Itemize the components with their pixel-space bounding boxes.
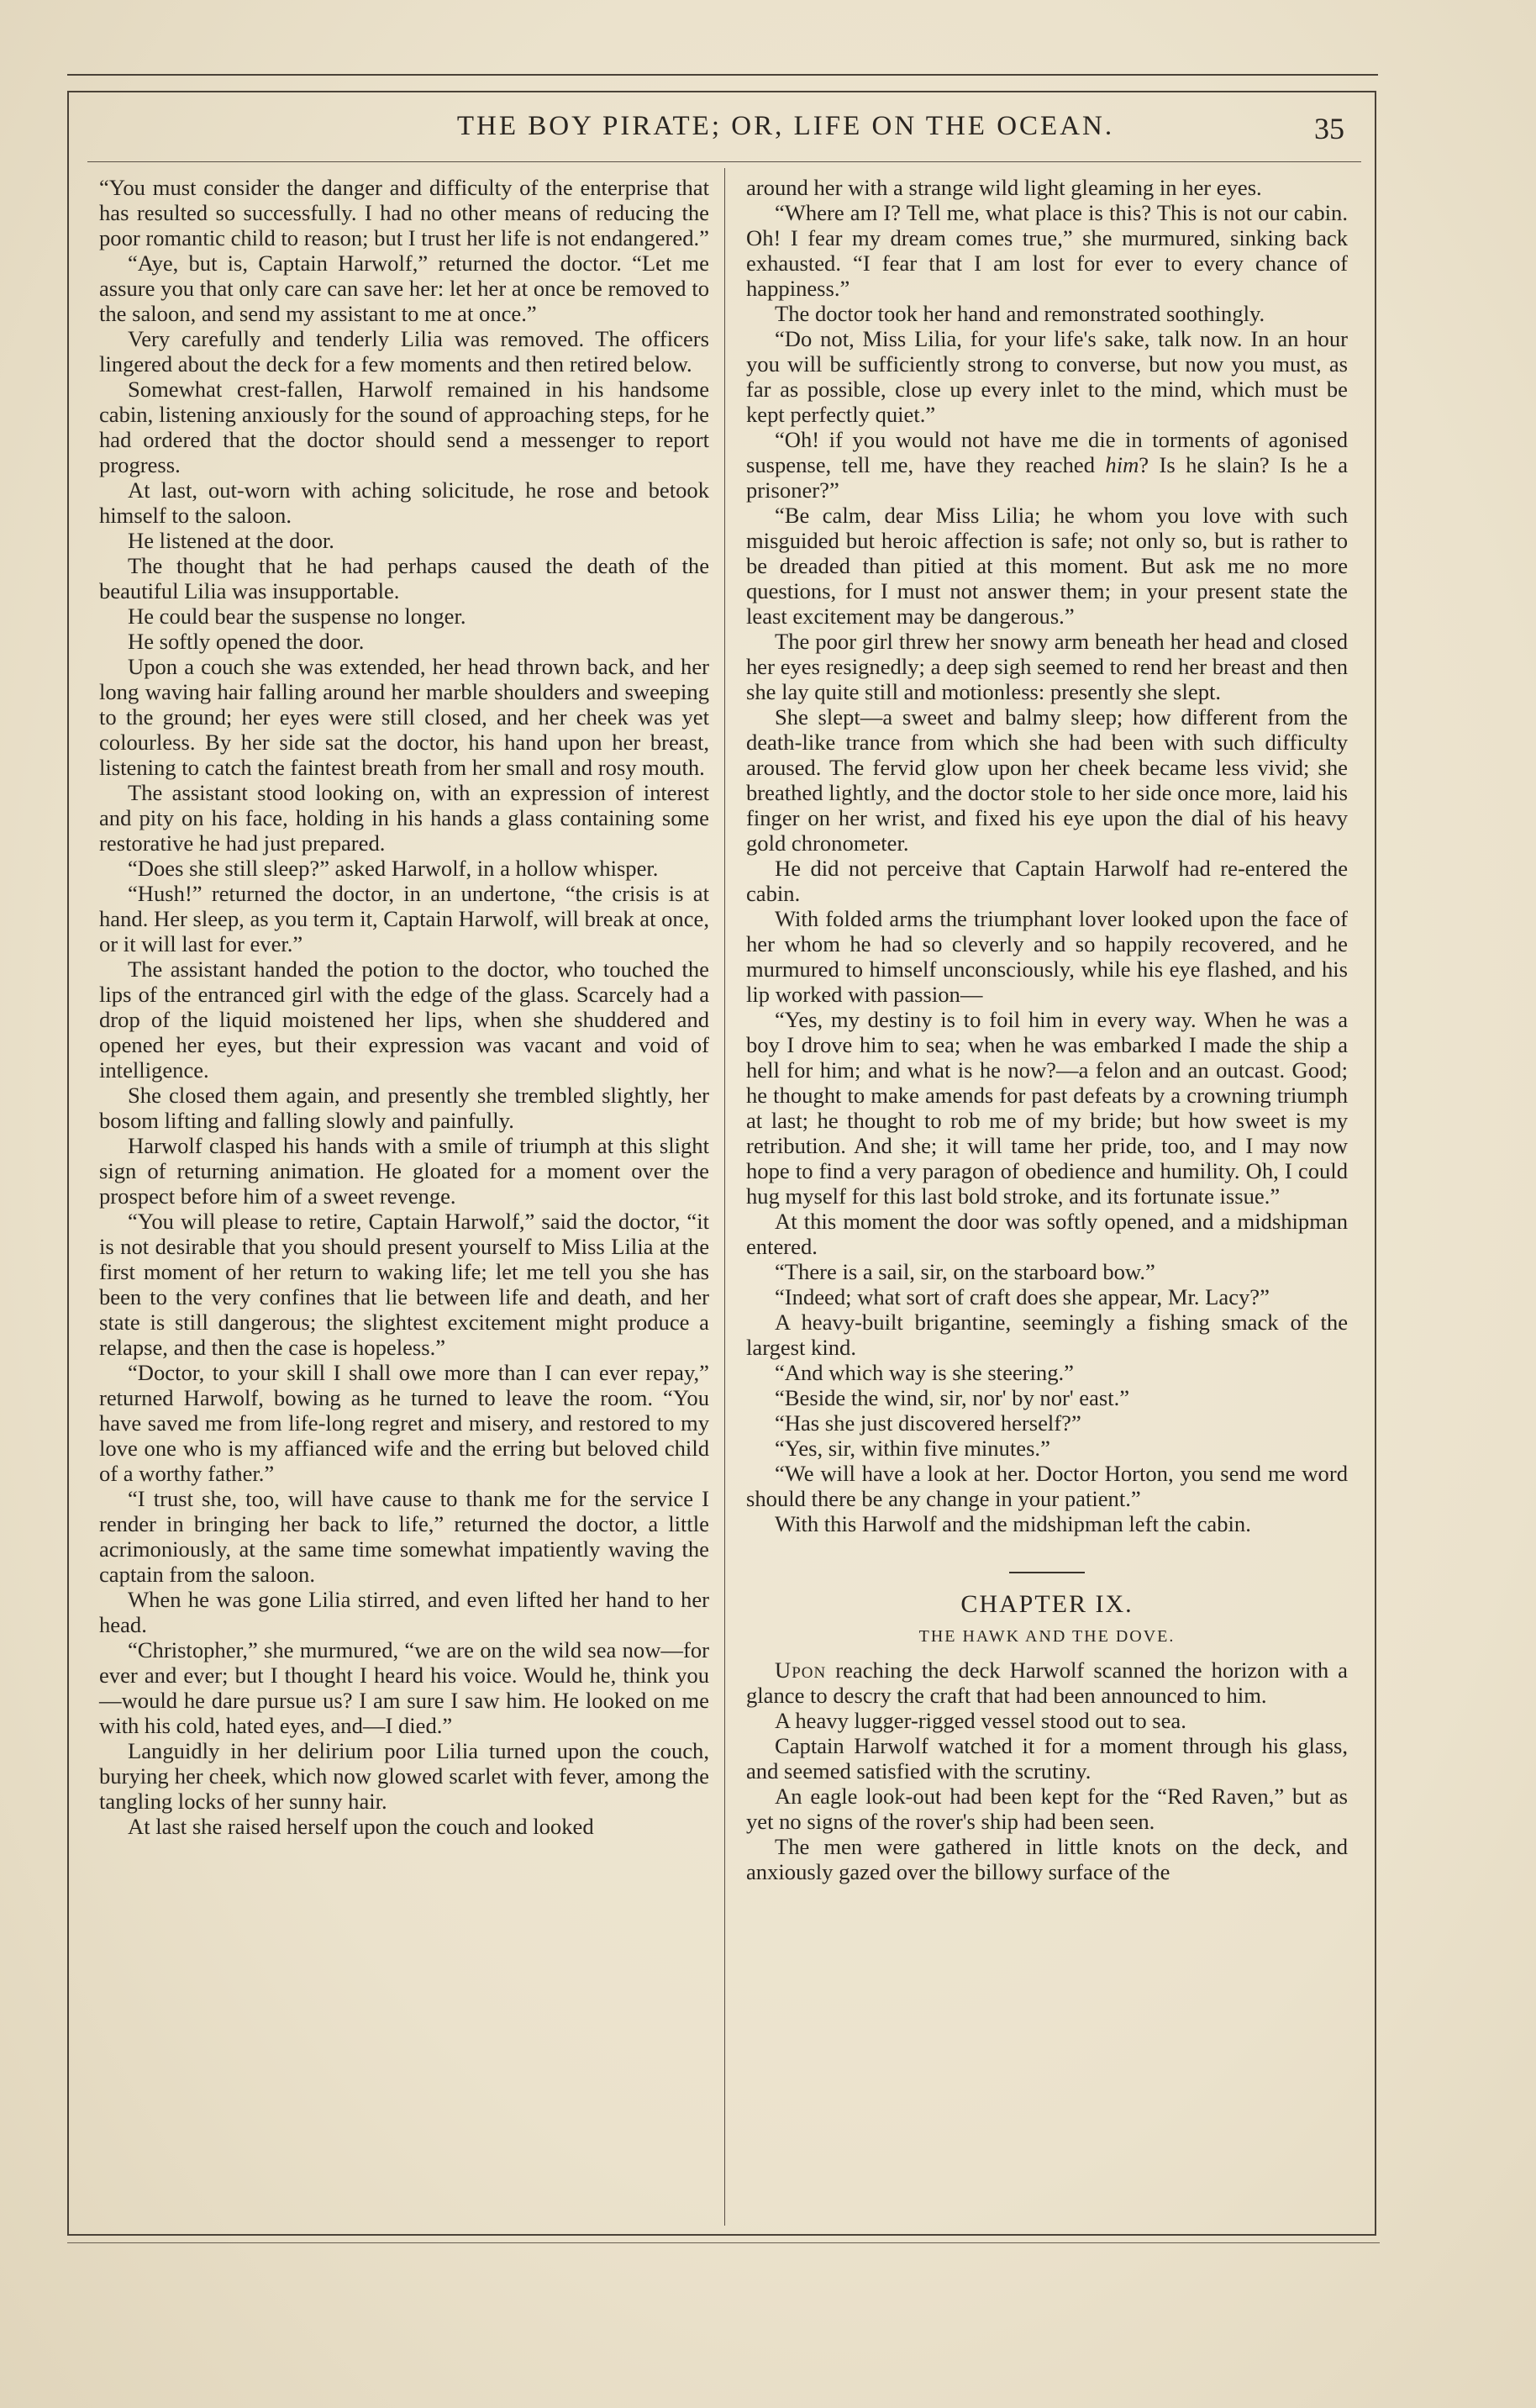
paragraph: “We will have a look at her. Doctor Horton, you send me word should there be any change in your patient.” xyxy=(746,1461,1348,1511)
paragraph: Languidly in her delirium poor Lilia turned upon the couch, burying her cheek, which now glowed scarlet with fever, among the tangling locks of her sunny hair. xyxy=(99,1738,709,1814)
paragraph: At this moment the door was softly opened, and a midshipman entered. xyxy=(746,1209,1348,1259)
paragraph: “Yes, my destiny is to foil him in every way. When he was a boy I drove him to sea; when he was embarked I made the ship a hell for him; and what is he now?—a felon and an outcast. Good; he thought to make amends for past defeats by a crowning triumph at last; he thought to rob me of my bride; but how sweet is my retribution. And she; it will tame her pride, too, and I may now hope to find a very paragon of obedience and humility. Oh, I could hug myself for this last bold stroke, and its fortunate issue.” xyxy=(746,1007,1348,1209)
text-run: reaching the deck Harwolf scanned the horizon with a glance to descry the craft that had been announced to him. xyxy=(746,1657,1348,1708)
paragraph: The thought that he had perhaps caused the death of the beautiful Lilia was insupportable. xyxy=(99,553,709,603)
paragraph: At last she raised herself upon the couch and looked xyxy=(128,1814,594,1839)
chapter-subtitle: THE HAWK AND THE DOVE. xyxy=(918,1627,1176,1646)
paragraph: “Christopher,” she murmured, “we are on the wild sea now—for ever and ever; but I thought I heard his voice. Would he, think you—would he dare pursue us? I am sure I saw him. He looked on me with his cold, hated eyes, and—I died.” xyxy=(99,1637,709,1738)
paragraph: The men were gathered in little knots on the deck, and anxiously gazed over the billowy surface of the xyxy=(746,1834,1348,1884)
paragraph: He softly opened the door. xyxy=(128,629,365,654)
paragraph: The doctor took her hand and remonstrated soothingly. xyxy=(775,301,1265,326)
text-run: “Oh! if you would not have me die in torments of agonised suspense, tell me, have they reached xyxy=(746,427,1348,477)
paragraph: A heavy lugger-rigged vessel stood out to sea. xyxy=(775,1708,1186,1733)
paragraph: Upon a couch she was extended, her head thrown back, and her long waving hair falling around her marble shoulders and sweeping to the ground; her eyes were still closed, and her cheek was yet colourless. By her side sat the doctor, his hand upon her breast, listening to catch the faintest breath from her small and rosy mouth. xyxy=(99,654,709,780)
paragraph: Very carefully and tenderly Lilia was removed. The officers lingered about the deck for a few moments and then retired below. xyxy=(99,326,709,377)
paragraph: “Indeed; what sort of craft does she appear, Mr. Lacy?” xyxy=(775,1284,1270,1309)
running-title: THE BOY PIRATE; OR, LIFE ON THE OCEAN. xyxy=(456,111,1115,141)
column-divider xyxy=(724,168,725,2226)
bottom-rule xyxy=(67,2242,1380,2243)
paragraph: He did not perceive that Captain Harwolf had re-entered the cabin. xyxy=(746,856,1348,906)
paragraph: The poor girl threw her snowy arm beneath her head and closed her eyes resignedly; a deep sigh seemed to rend her breast and then she lay quite still and motionless: presently she slept. xyxy=(746,629,1348,704)
paragraph: “You will please to retire, Captain Harwolf,” said the doctor, “it is not desirable that you should present yourself to Miss Lilia at the first moment of her return to waking life; let me tell you she has been to the very confines that lie between life and death, and her state is still dangerous; the slightest excitement might produce a relapse, and then the case is hopeless.” xyxy=(99,1209,709,1360)
paragraph: He listened at the door. xyxy=(128,528,334,553)
paragraph: “You must consider the danger and difficulty of the enterprise that has resulted so successfully. I had no other means of reducing the poor romantic child to reason; but I trust her life is not endangered.” xyxy=(99,175,709,250)
paragraph: “I trust she, too, will have cause to thank me for the service I render in bringing her back to life,” returned the doctor, a little acrimoniously, at the same time somewhat impatiently waving the captain from the saloon. xyxy=(99,1486,709,1587)
paragraph: She slept—a sweet and balmy sleep; how different from the death-like trance from which she had been with such difficulty aroused. The fervid glow upon her cheek became less vivid; she breathed lightly, and the doctor stole to her side once more, laid his finger on her wrist, and fixed his eye upon the dial of his heavy gold chronometer. xyxy=(746,704,1348,856)
paragraph: The assistant stood looking on, with an expression of interest and pity on his face, holding in his hands a glass containing some restorative he had just prepared. xyxy=(99,780,709,856)
paragraph: At last, out-worn with aching solicitude, he rose and betook himself to the saloon. xyxy=(99,477,709,528)
paragraph: When he was gone Lilia stirred, and even lifted her hand to her head. xyxy=(99,1587,709,1637)
paragraph: “Aye, but is, Captain Harwolf,” returned the doctor. “Let me assure you that only care can save her: let her at once be removed to the saloon, and send my assistant to me at once.” xyxy=(99,250,709,326)
paragraph: Somewhat crest-fallen, Harwolf remained in his handsome cabin, listening anxiously for the sound of approaching steps, for he had ordered that the doctor should send a messenger to report progress. xyxy=(99,377,709,477)
paragraph: He could bear the suspense no longer. xyxy=(128,603,466,629)
header-rule xyxy=(87,161,1361,162)
paragraph: Harwolf clasped his hands with a smile of triumph at this slight sign of returning animation. He gloated for a moment over the prospect before him of a sweet revenge. xyxy=(99,1133,709,1209)
chapter-first-word: Upon xyxy=(775,1657,827,1683)
text-run: ? Is he slain? Is he a prisoner?” xyxy=(746,452,1348,503)
paragraph: “There is a sail, sir, on the starboard bow.” xyxy=(775,1259,1155,1284)
paragraph: With folded arms the triumphant lover looked upon the face of her whom he had so cleverly and so happily recovered, and he murmured to himself unconsciously, while his eye flashed, and his lip worked with passion— xyxy=(746,906,1348,1007)
section-rule xyxy=(1009,1572,1085,1573)
top-rule xyxy=(67,74,1378,76)
paragraph: The assistant handed the potion to the doctor, who touched the lips of the entranced girl with the edge of the glass. Scarcely had a drop of the liquid moistened her lips, when she shuddered and opened her eyes, but their expression was vacant and void of intelligence. xyxy=(99,956,709,1083)
running-head xyxy=(101,111,1344,151)
paragraph: With this Harwolf and the midshipman left the cabin. xyxy=(775,1511,1251,1536)
paragraph xyxy=(746,427,1348,503)
paragraph: Captain Harwolf watched it for a moment through his glass, and seemed satisfied with the scrutiny. xyxy=(746,1733,1348,1784)
paragraph: She closed them again, and presently she trembled slightly, her bosom lifting and falling slowly and painfully. xyxy=(99,1083,709,1133)
paragraph: “Does she still sleep?” asked Harwolf, in a hollow whisper. xyxy=(128,856,659,881)
paragraph: “Where am I? Tell me, what place is this? This is not our cabin. Oh! I fear my dream comes true,” she murmured, sinking back exhausted. “I fear that I am lost for ever to every chance of happiness.” xyxy=(746,200,1348,301)
paragraph: “Has she just discovered herself?” xyxy=(775,1410,1081,1436)
paragraph: “Do not, Miss Lilia, for your life's sake, talk now. In an hour you will be sufficiently strong to converse, but now you must, as far as possible, close up every inlet to the mind, which must be kept perfectly quiet.” xyxy=(746,326,1348,427)
paragraph-continuation: around her with a strange wild light gleaming in her eyes. xyxy=(746,175,1262,200)
paragraph: “Doctor, to your skill I shall owe more than I can ever repay,” returned Harwolf, bowing as he turned to leave the room. “You have saved me from life-long regret and misery, and restored to my love one who is my affianced wife and the erring but beloved child of a worthy father.” xyxy=(99,1360,709,1486)
paragraph: “Be calm, dear Miss Lilia; he whom you love with such misguided but heroic affection is safe; not only so, but is rather to be dreaded than pitied at this moment. But ask me no more questions, for I must not answer them; in your present state the least excitement may be dangerous.” xyxy=(746,503,1348,629)
paragraph: An eagle look-out had been kept for the “Red Raven,” but as yet no signs of the rover's ship had been seen. xyxy=(746,1784,1348,1834)
paragraph: “Beside the wind, sir, nor' by nor' east.” xyxy=(775,1385,1130,1410)
right-column xyxy=(746,175,1348,1884)
italic-word: him xyxy=(1105,452,1139,477)
paragraph: “Yes, sir, within five minutes.” xyxy=(775,1436,1050,1461)
left-column xyxy=(99,175,709,1839)
paragraph: “And which way is she steering.” xyxy=(775,1360,1074,1385)
paragraph xyxy=(746,1657,1348,1708)
chapter-title: CHAPTER IX. xyxy=(960,1590,1134,1618)
page-number: 35 xyxy=(1314,112,1344,145)
paragraph: “Hush!” returned the doctor, in an undertone, “the crisis is at hand. Her sleep, as you term it, Captain Harwolf, will break at once, or it will last for ever.” xyxy=(99,881,709,956)
paragraph: A heavy-built brigantine, seemingly a fishing smack of the largest kind. xyxy=(746,1309,1348,1360)
